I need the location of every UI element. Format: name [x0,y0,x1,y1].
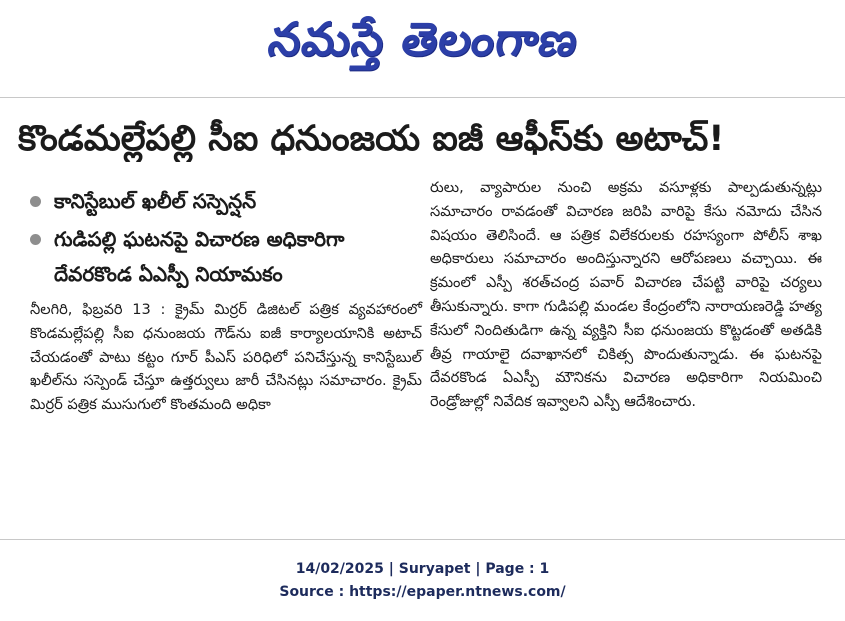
highlight-item [30,222,422,292]
masthead [0,0,845,90]
highlight-list [30,184,422,292]
bullet-dot-icon [30,196,41,207]
highlight-item [30,184,422,219]
highlight-text: కానిస్టేబుల్ ఖలీల్ సస్పెన్షన్ [54,189,257,213]
newspaper-logo: నమస్తే తెలంగాణ [264,12,582,66]
source-link[interactable]: Source : https://epaper.ntnews.com/ [279,584,566,600]
article-headline: కొండమల్లేపల్లి సీఐ ధనుంజయ ఐజీ ఆఫీస్‌కు అటాచ్! [18,119,725,159]
article-body-left: నీలగిరి, ఫిబ్రవరి 13 : క్రైమ్ మిర్రర్ డిజిటల్ పత్రిక వ్యవహారంలో కొండమల్లేపల్లి సీఐ ధనుంజయ గౌడ్‌ను ఐజీ కార్యాలయానికి అటాచ్ చేయడంతో పాటు కట్టం గూర్ పీఎస్ పరిధిలో పనిచేస్తున్న కానిస్టేబుల్ ఖలీల్‌ను సస్పెండ్ చేస్తూ ఉత్తర్వులు జారీ చేసినట్లు సమాచారం. క్రైమ్ మిర్రర్ పత్రిక ముసుగులో కొంతమంది అధికా [30,301,422,414]
article-clipping [0,97,845,540]
highlight-text: గుడిపల్లి ఘటనపై విచారణ అధికారిగా దేవరకొండ ఏఎస్పీ నియామకం [54,227,345,286]
left-column [30,184,422,417]
bullet-dot-icon [30,234,41,245]
right-column [430,176,822,414]
publication-info: 14/02/2025 | Suryapet | Page : 1 [295,561,550,577]
article-body-right: రులు, వ్యాపారుల నుంచి అక్రమ వసూళ్లకు పాల్పడుతున్నట్లు సమాచారం రావడంతో విచారణ జరిపి వారిపై కేసు నమోదు చేసిన విషయం తెలిసిందే. ఆ పత్రిక విలేకరులకు రహస్యంగా పోలీస్ శాఖ అధికారులు సమాచారం అందిస్తున్నారని ఆరోపణలు వచ్చాయి. ఈ క్రమంలో ఎస్పీ శరత్‌చంద్ర పవార్ విచారణ చేపట్టి వారిపై చర్యలు తీసుకున్నారు. కాగా గుడిపల్లి మండల కేంద్రంలోని నారాయణరెడ్డి హత్య కేసులో నిందితుడిగా ఉన్న వ్యక్తిని సీఐ ధనుంజయ కొట్టడంతో అతడికి తీవ్ర గాయాలై దవాఖానలో చికిత్స పొందుతున్నాడు. ఈ ఘటనపై దేవరకొండ ఏఎస్పీ మౌనికను విచారణ అధికారిగా నియమించి రెండ్రోజుల్లో నివేదిక ఇవ్వాలని ఎస్పీ ఆదేశించారు. [430,179,822,411]
